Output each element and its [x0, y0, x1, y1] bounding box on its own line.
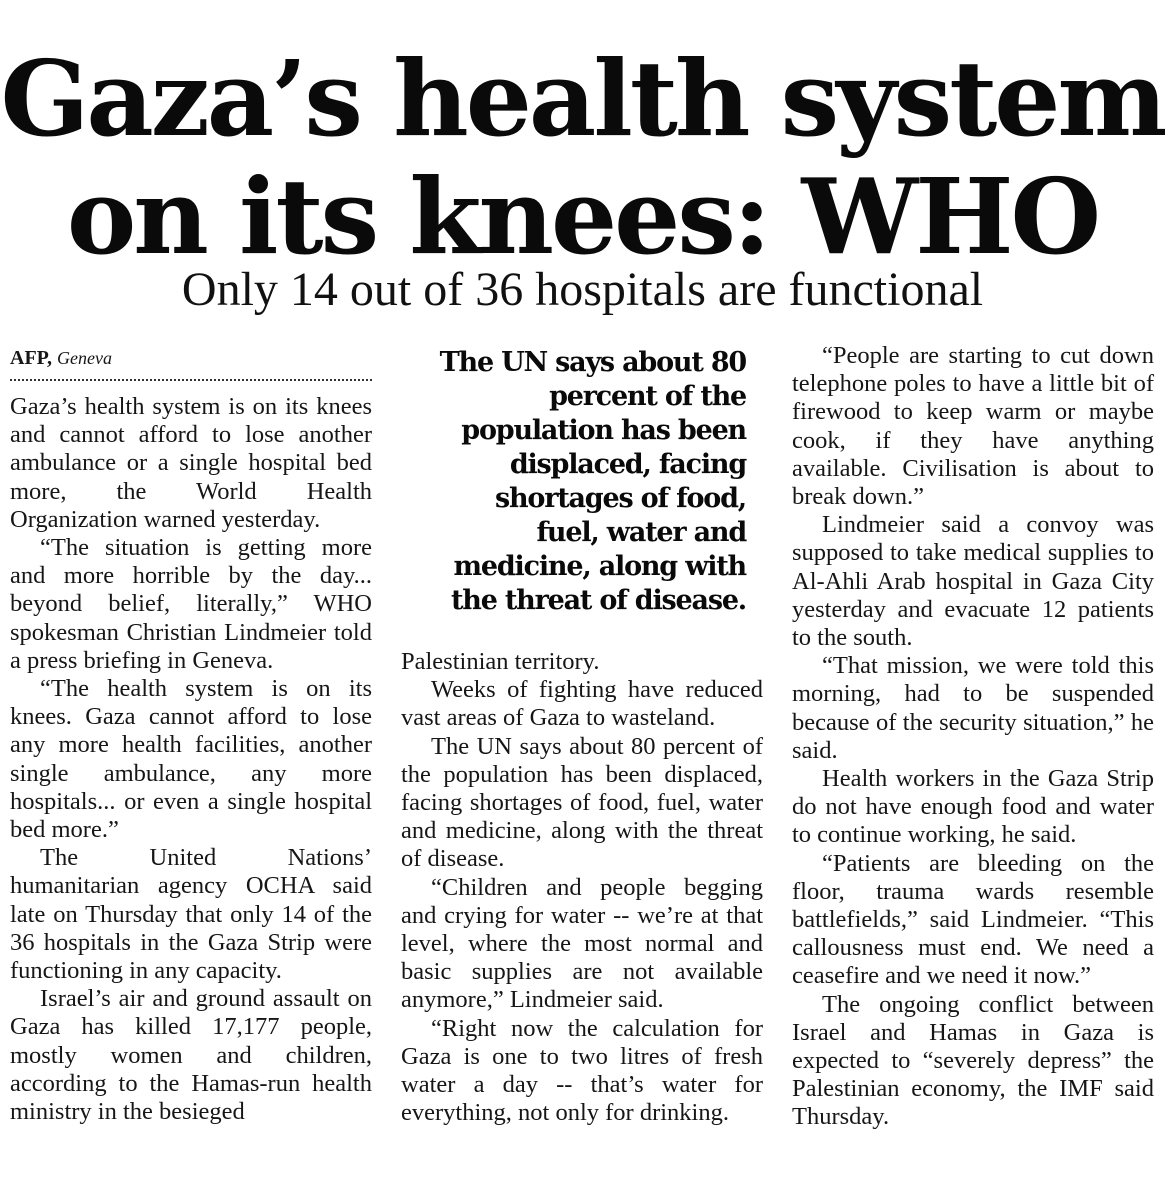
paragraph: “Right now the calculation for Gaza is one to two litres of fresh water a day -- that’s water for everything, not only for drinking. — [401, 1014, 763, 1127]
paragraph: “Patients are bleeding on the floor, trauma wards resemble battlefields,” said Lindmeier. “This callousness must end. We need a ceasefire and we need it now.” — [792, 849, 1154, 990]
byline — [10, 342, 372, 381]
paragraph: Lindmeier said a convoy was supposed to take medical supplies to Al-Ahli Arab hospital in Gaza City yesterday and evacuate 12 patients to the south. — [792, 511, 1154, 652]
article-column-3 — [792, 342, 1154, 1132]
article-column-1 — [10, 342, 372, 1126]
paragraph: The UN says about 80 percent of the population has been displaced, facing shortages of food, fuel, water and medicine, along with the threat of disease. — [401, 732, 763, 873]
paragraph: Israel’s air and ground assault on Gaza has killed 17,177 people, mostly women and children, according to the Hamas-run health ministry in the besieged — [10, 985, 372, 1126]
paragraph: “Children and people begging and crying for water -- we’re at that level, where the most normal and basic supplies are not available anymore,” Lindmeier said. — [401, 873, 763, 1014]
pull-quote: The UN says about 80 percent of the population has been displaced, facing shortages of food, fuel, water and medicine, along with the threat of disease. — [439, 347, 746, 616]
article-column-2 — [401, 648, 763, 1127]
byline-agency: AFP, — [10, 347, 53, 369]
paragraph: Weeks of fighting have reduced vast areas of Gaza to wasteland. — [401, 676, 763, 732]
paragraph: The United Nations’ humanitarian agency OCHA said late on Thursday that only 14 of the 36 hospitals in the Gaza Strip were functioning in any capacity. — [10, 844, 372, 985]
paragraph: “The health system is on its knees. Gaza cannot afford to lose any more health facilities, another single ambulance, any more hospitals... or even a single hospital bed more.” — [10, 675, 372, 844]
headline-line-2: on its knees: WHO — [66, 155, 1099, 278]
paragraph: The ongoing conflict between Israel and Hamas in Gaza is expected to “severely depress” the Palestinian economy, the IMF said Thursday. — [792, 990, 1154, 1131]
paragraph: Palestinian territory. — [401, 648, 600, 675]
paragraph: “The situation is getting more and more horrible by the day... beyond belief, literally,” WHO spokesman Christian Lindmeier told a press briefing in Geneva. — [10, 534, 372, 674]
paragraph: “People are starting to cut down telephone poles to have a little bit of firewood to keep warm or maybe cook, if they have anything available. Civilisation is about to break down.” — [792, 342, 1154, 511]
headline-line-1: Gaza’s health system — [0, 37, 1165, 160]
subheadline: Only 14 out of 36 hospitals are functional — [181, 263, 984, 316]
paragraph: Health workers in the Gaza Strip do not have enough food and water to continue working, he said. — [792, 765, 1154, 849]
paragraph: “That mission, we were told this morning, had to be suspended because of the security situation,” he said. — [792, 652, 1154, 764]
byline-place: Geneva — [57, 348, 113, 368]
headline — [0, 37, 1165, 278]
paragraph: Gaza’s health system is on its knees and cannot afford to lose another ambulance or a single hospital bed more, the World Health Organization warned yesterday. — [10, 393, 372, 533]
